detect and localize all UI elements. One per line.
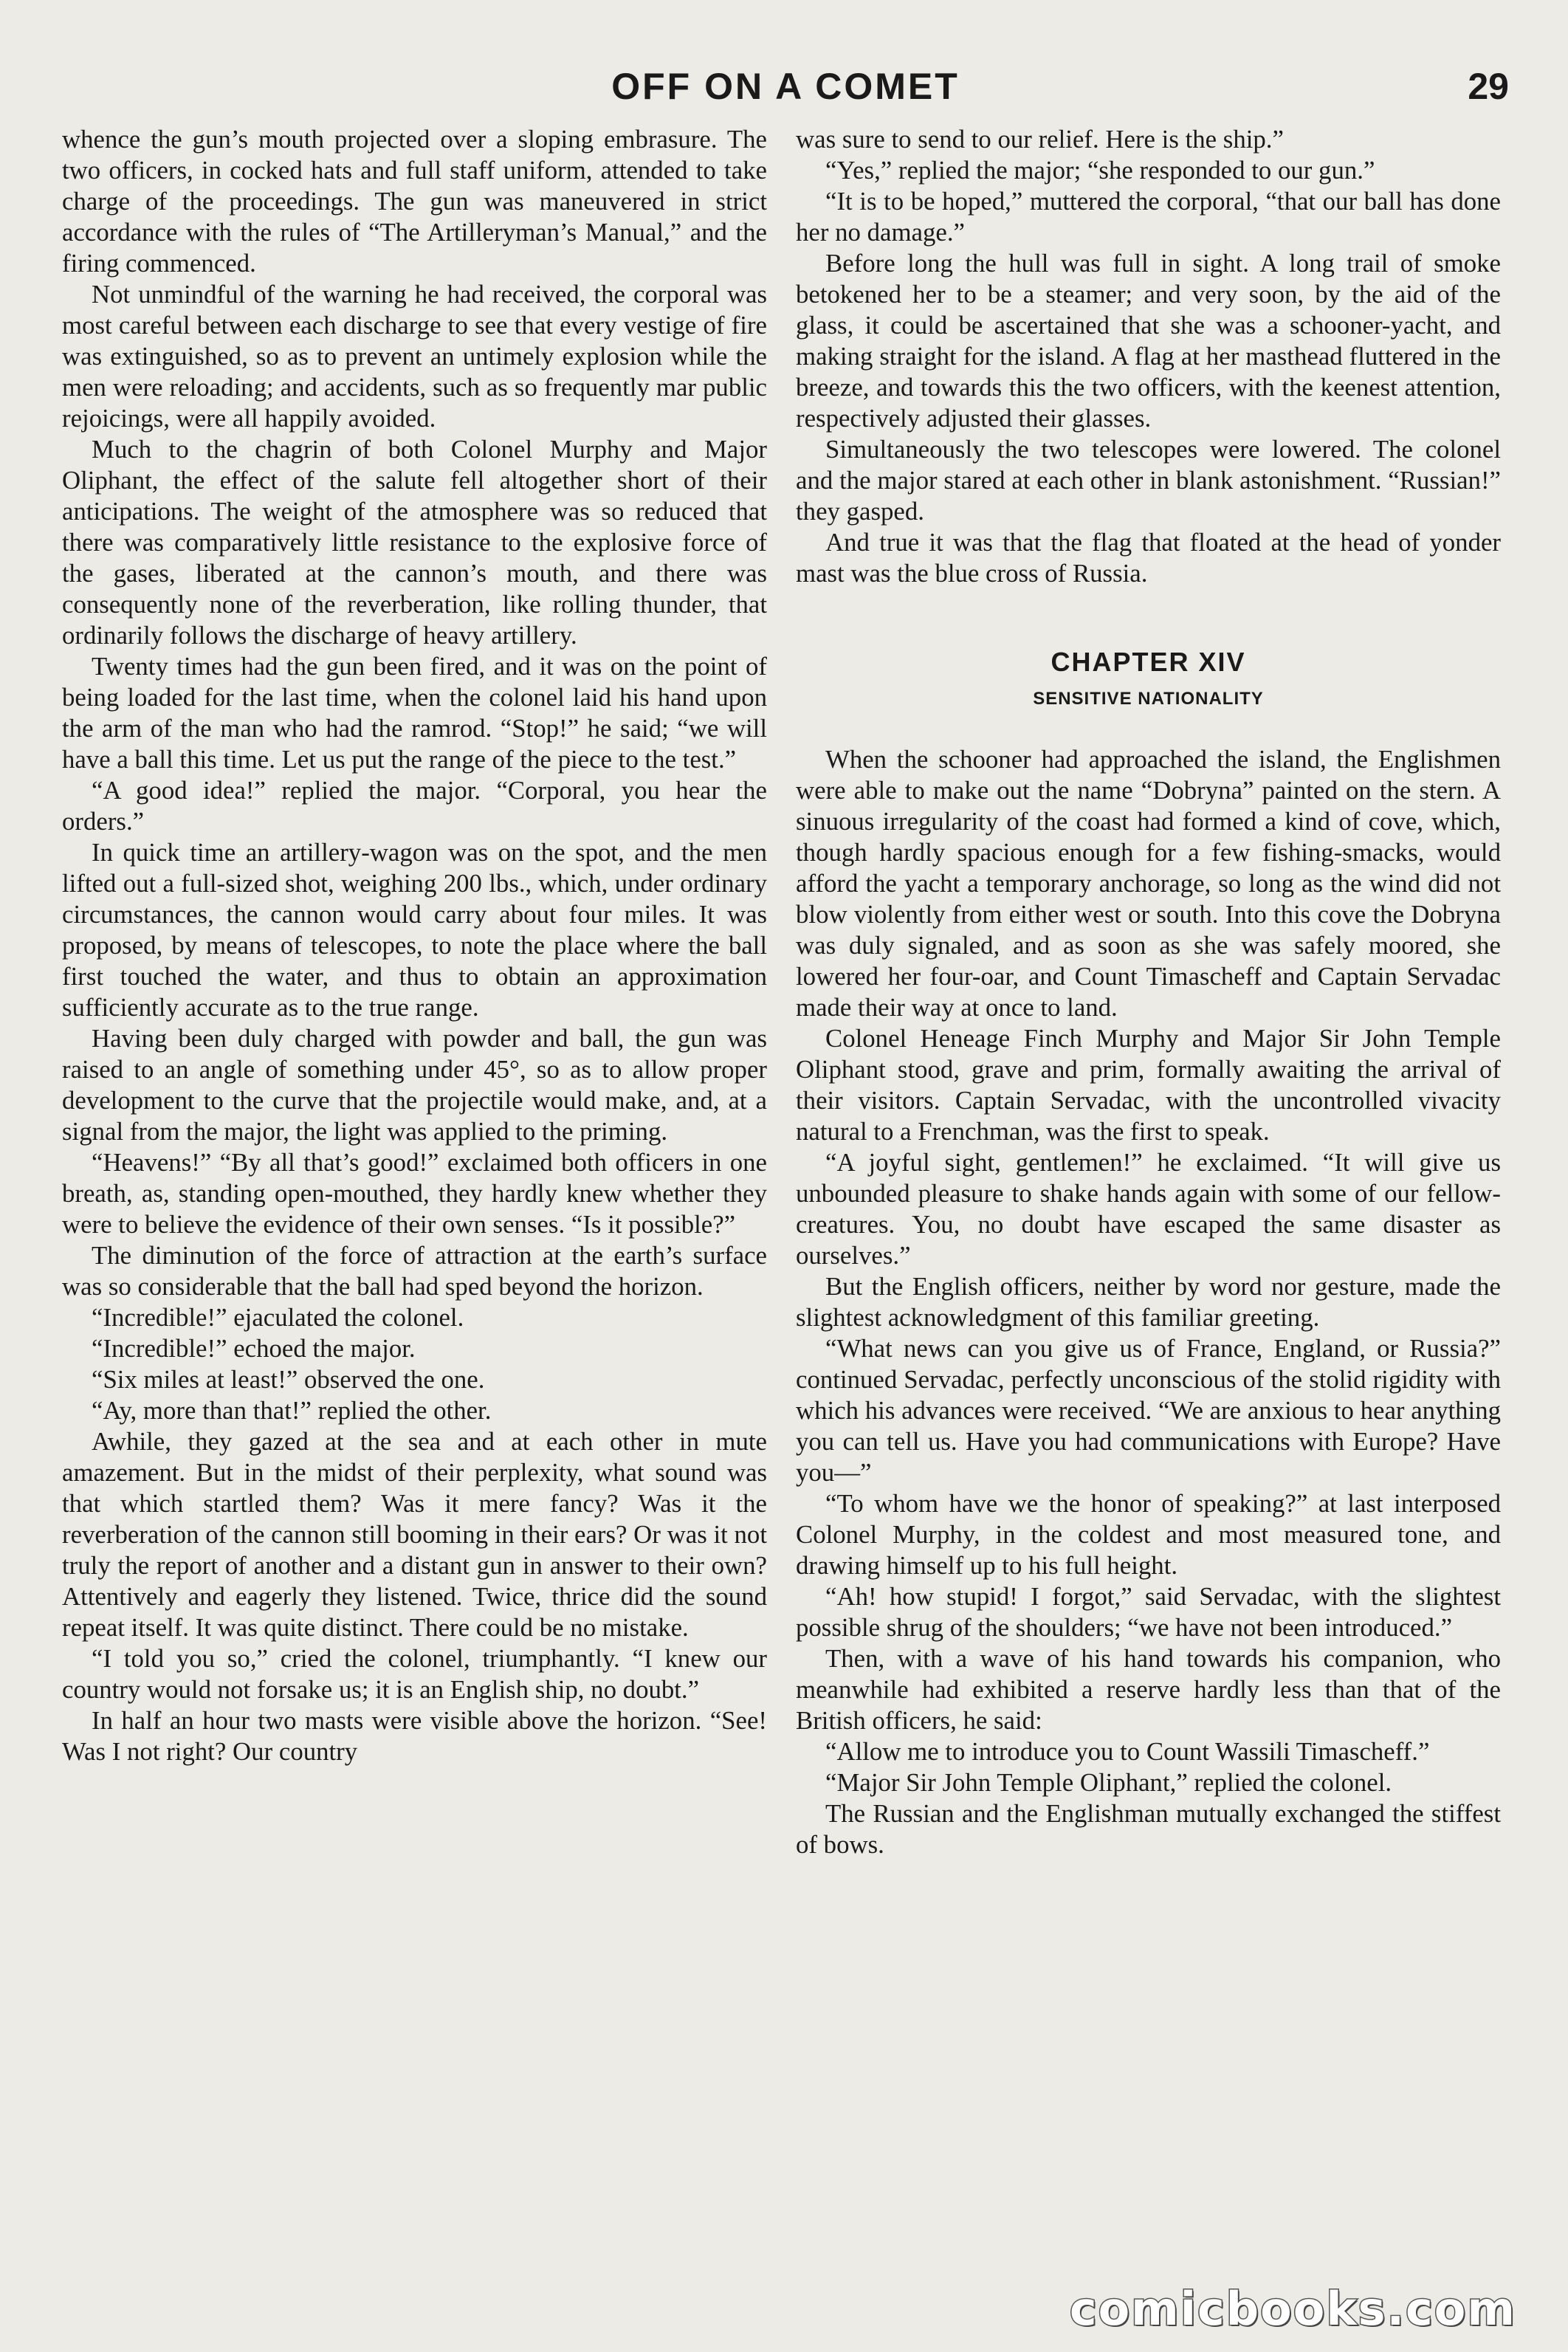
paragraph: “Ay, more than that!” replied the other. xyxy=(92,1396,492,1425)
paragraph: In quick time an artillery-wagon was on the spot, and the men lifted out a full-sized shot, weighing 200 lbs., which, under ordinary circumstances, the cannon would carry about four miles. It was proposed, by means of telescopes, to note the place where the ball first touched the water, and thus to obtain an approximation sufficiently accurate as to the true range. xyxy=(62,838,767,1022)
paragraph: “Incredible!” echoed the major. xyxy=(92,1334,416,1363)
paragraph: The diminution of the force of attraction at the earth’s surface was so considerable that the ball had sped beyond the horizon. xyxy=(62,1241,767,1301)
paragraph: “A good idea!” replied the major. “Corporal, you hear the orders.” xyxy=(62,776,767,836)
paragraph: “Major Sir John Temple Oliphant,” replied the colonel. xyxy=(825,1768,1392,1797)
right-column-after-chapter xyxy=(796,744,1501,1860)
paragraph: “Heavens!” “By all that’s good!” exclaimed both officers in one breath, as, standing open-mouthed, they hardly knew whether they were to believe the evidence of their own senses. “Is it possible?” xyxy=(62,1148,767,1239)
chapter-title: CHAPTER XIV xyxy=(1051,647,1246,677)
paragraph: was sure to send to our relief. Here is the ship.” xyxy=(796,125,1284,154)
paragraph: “To whom have we the honor of speaking?” at last interposed Colonel Murphy, in the coldest and most measured tone, and drawing himself up to his full height. xyxy=(796,1489,1501,1580)
running-header xyxy=(62,65,1509,117)
chapter-subtitle: SENSITIVE NATIONALITY xyxy=(1033,689,1264,709)
paragraph: In half an hour two masts were visible above the horizon. “See! Was I not right? Our country xyxy=(62,1706,767,1766)
paragraph: “A joyful sight, gentlemen!” he exclaimed. “It will give us unbounded pleasure to shake hands again with some of our fellow-creatures. You, no doubt have escaped the same disaster as ourselves.” xyxy=(796,1148,1501,1270)
right-column-before-chapter xyxy=(796,124,1501,589)
watermark-logo: comicbooks.com xyxy=(1069,2282,1516,2336)
paragraph: “Incredible!” ejaculated the colonel. xyxy=(92,1303,464,1332)
paragraph: Awhile, they gazed at the sea and at each other in mute amazement. But in the midst of their perplexity, what sound was that which startled them? Was it mere fancy? Was it the reverberation of the cannon still booming in their ears? Or was it not truly the report of another and a distant gun in answer to their own? Attentively and eagerly they listened. Twice, thrice did the sound repeat itself. It was quite distinct. There could be no mistake. xyxy=(62,1427,767,1642)
paragraph: “Allow me to introduce you to Count Wassili Timascheff.” xyxy=(825,1737,1430,1766)
paragraph: whence the gun’s mouth projected over a sloping embrasure. The two officers, in cocked hats and full staff uniform, attended to take charge of the proceedings. The gun was maneuvered in strict accordance with the rules of “The Artilleryman’s Manual,” and the firing commenced. xyxy=(62,125,767,278)
paragraph: “I told you so,” cried the colonel, triumphantly. “I knew our country would not forsake us; it is an English ship, no doubt.” xyxy=(62,1644,767,1704)
paragraph: Not unmindful of the warning he had received, the corporal was most careful between each discharge to see that every vestige of fire was extinguished, so as to prevent an untimely explosion while the men were reloading; and accidents, such as so frequently mar public rejoicings, were all happily avoided. xyxy=(62,280,767,433)
paragraph: But the English officers, neither by word nor gesture, made the slightest acknowledgment of this familiar greeting. xyxy=(796,1272,1501,1332)
paragraph: “What news can you give us of France, England, or Russia?” continued Servadac, perfectly unconscious of the stolid rigidity with which his advances were received. “We are anxious to hear anything you can tell us. Have you had communications with Europe? Have you—” xyxy=(796,1334,1501,1487)
paragraph: And true it was that the flag that floated at the head of yonder mast was the blue cross of Russia. xyxy=(796,528,1501,588)
right-column xyxy=(796,124,1501,2294)
paragraph: Before long the hull was full in sight. A long trail of smoke betokened her to be a steamer; and very soon, by the aid of the glass, it could be ascertained that she was a schooner-yacht, and making straight for the island. A flag at her masthead fluttered in the breeze, and towards this the two officers, with the keenest attention, respectively adjusted their glasses. xyxy=(796,249,1501,433)
page-number: 29 xyxy=(1468,66,1509,107)
paragraph: “Ah! how stupid! I forgot,” said Servadac, with the slightest possible shrug of the shoulders; “we have not been introduced.” xyxy=(796,1582,1501,1642)
paragraph: “Yes,” replied the major; “she responded to our gun.” xyxy=(825,156,1375,185)
paragraph: Then, with a wave of his hand towards his companion, who meanwhile had exhibited a reserve hardly less than that of the British officers, he said: xyxy=(796,1644,1501,1735)
running-title: OFF ON A COMET xyxy=(611,66,960,107)
paragraph: Simultaneously the two telescopes were lowered. The colonel and the major stared at each other in blank astonishment. “Russian!” they gasped. xyxy=(796,435,1501,526)
paragraph: Much to the chagrin of both Colonel Murphy and Major Oliphant, the effect of the salute fell altogether short of their anticipations. The weight of the atmosphere was so reduced that there was comparatively little resistance to the explosive force of the gases, liberated at the cannon’s mouth, and there was consequently none of the reverberation, like rolling thunder, that ordinarily follows the discharge of heavy artillery. xyxy=(62,435,767,650)
paragraph: The Russian and the Englishman mutually exchanged the stiffest of bows. xyxy=(796,1799,1501,1859)
paragraph: Twenty times had the gun been fired, and it was on the point of being loaded for the last time, when the colonel laid his hand upon the arm of the man who had the ramrod. “Stop!” he said; “we will have a ball this time. Let us put the range of the piece to the test.” xyxy=(62,652,767,774)
paragraph: Colonel Heneage Finch Murphy and Major Sir John Temple Oliphant stood, grave and prim, formally awaiting the arrival of their visitors. Captain Servadac, with the uncontrolled vivacity natural to a Frenchman, was the first to speak. xyxy=(796,1024,1501,1146)
paragraph: “It is to be hoped,” muttered the corporal, “that our ball has done her no damage.” xyxy=(796,187,1501,247)
paragraph: Having been duly charged with powder and ball, the gun was raised to an angle of something under 45°, so as to allow proper development to the curve that the projectile would make, and, at a signal from the major, the light was applied to the priming. xyxy=(62,1024,767,1146)
left-column xyxy=(62,124,767,2294)
paragraph: “Six miles at least!” observed the one. xyxy=(92,1365,485,1394)
paragraph: When the schooner had approached the island, the Englishmen were able to make out the name “Dobryna” painted on the stern. A sinuous irregularity of the coast had formed a kind of cove, which, though hardly spacious enough for a few fishing-smacks, would afford the yacht a temporary anchorage, so long as the wind did not blow violently from either west or south. Into this cove the Dobryna was duly signaled, and as soon as she was safely moored, she lowered her four-oar, and Count Timascheff and Captain Servadac made their way at once to land. xyxy=(796,745,1501,1022)
